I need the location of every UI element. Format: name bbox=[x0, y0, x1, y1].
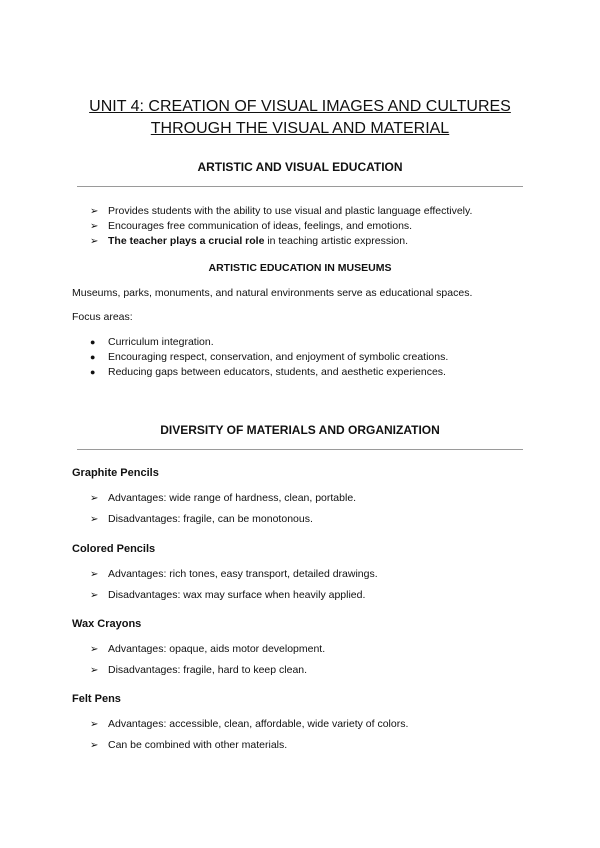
wax-crayons-list bbox=[90, 639, 325, 681]
artistic-education-list bbox=[90, 204, 472, 249]
list-item: ➢ Provides students with the ability to use visual and plastic language effectively. bbox=[90, 205, 473, 217]
title-line-2: THROUGH THE VISUAL AND MATERIAL bbox=[150, 120, 450, 137]
focus-areas-list bbox=[90, 335, 448, 380]
list-item: ● Reducing gaps between educators, students, and aesthetic experiences. bbox=[90, 366, 446, 378]
list-item: ● Curriculum integration. bbox=[90, 336, 214, 348]
list-item: ➢ The teacher plays a crucial role in teaching artistic expression. bbox=[90, 235, 408, 247]
section-heading-artistic-visual-education: ARTISTIC AND VISUAL EDUCATION bbox=[197, 160, 403, 174]
list-item: ➢ Encourages free communication of ideas, feelings, and emotions. bbox=[90, 220, 413, 232]
section-heading-diversity-materials: DIVERSITY OF MATERIALS AND ORGANIZATION bbox=[160, 423, 440, 437]
arrow-bullet-icon: ➢ bbox=[90, 740, 99, 751]
subheading-museums: ARTISTIC EDUCATION IN MUSEUMS bbox=[208, 262, 392, 274]
arrow-bullet-icon: ➢ bbox=[90, 590, 99, 601]
arrow-bullet-icon: ➢ bbox=[90, 665, 99, 676]
arrow-bullet-icon: ➢ bbox=[90, 514, 99, 525]
round-bullet-icon: ● bbox=[90, 337, 96, 347]
colored-pencils-list bbox=[90, 564, 378, 606]
list-item: ➢ Advantages: rich tones, easy transport, detailed drawings. bbox=[90, 564, 378, 585]
arrow-bullet-icon: ➢ bbox=[90, 236, 99, 247]
arrow-bullet-icon: ➢ bbox=[90, 493, 99, 504]
list-item: ➢ Can be combined with other materials. bbox=[90, 735, 408, 756]
list-item: ➢ Disadvantages: fragile, can be monotonous. bbox=[90, 509, 356, 530]
section-divider bbox=[77, 186, 523, 187]
material-heading-felt-pens: Felt Pens bbox=[72, 693, 121, 705]
list-item: ➢ Disadvantages: fragile, hard to keep clean. bbox=[90, 660, 325, 681]
arrow-bullet-icon: ➢ bbox=[90, 569, 99, 580]
list-item: ➢ Advantages: wide range of hardness, clean, portable. bbox=[90, 488, 356, 509]
document-title bbox=[60, 96, 540, 140]
list-item: ➢ Advantages: opaque, aids motor development. bbox=[90, 639, 325, 660]
list-item: ➢ Advantages: accessible, clean, affordable, wide variety of colors. bbox=[90, 714, 408, 735]
list-item: ● Encouraging respect, conservation, and enjoyment of symbolic creations. bbox=[90, 351, 449, 363]
round-bullet-icon: ● bbox=[90, 367, 96, 377]
material-heading-wax-crayons: Wax Crayons bbox=[72, 618, 142, 630]
graphite-pencils-list bbox=[90, 488, 356, 530]
section-divider bbox=[77, 449, 523, 450]
felt-pens-list bbox=[90, 714, 408, 756]
material-heading-colored-pencils: Colored Pencils bbox=[72, 543, 156, 555]
material-heading-graphite-pencils: Graphite Pencils bbox=[72, 467, 159, 479]
arrow-bullet-icon: ➢ bbox=[90, 221, 99, 232]
title-line-1: UNIT 4: CREATION OF VISUAL IMAGES AND CULTURES bbox=[89, 98, 511, 115]
focus-areas-label: Focus areas: bbox=[72, 311, 133, 323]
emphasis-text: The teacher plays a crucial role bbox=[108, 235, 265, 247]
arrow-bullet-icon: ➢ bbox=[90, 719, 99, 730]
list-item: ➢ Disadvantages: wax may surface when heavily applied. bbox=[90, 585, 378, 606]
round-bullet-icon: ● bbox=[90, 352, 96, 362]
museums-paragraph: Museums, parks, monuments, and natural environments serve as educational spaces. bbox=[72, 287, 473, 299]
arrow-bullet-icon: ➢ bbox=[90, 644, 99, 655]
arrow-bullet-icon: ➢ bbox=[90, 206, 99, 217]
